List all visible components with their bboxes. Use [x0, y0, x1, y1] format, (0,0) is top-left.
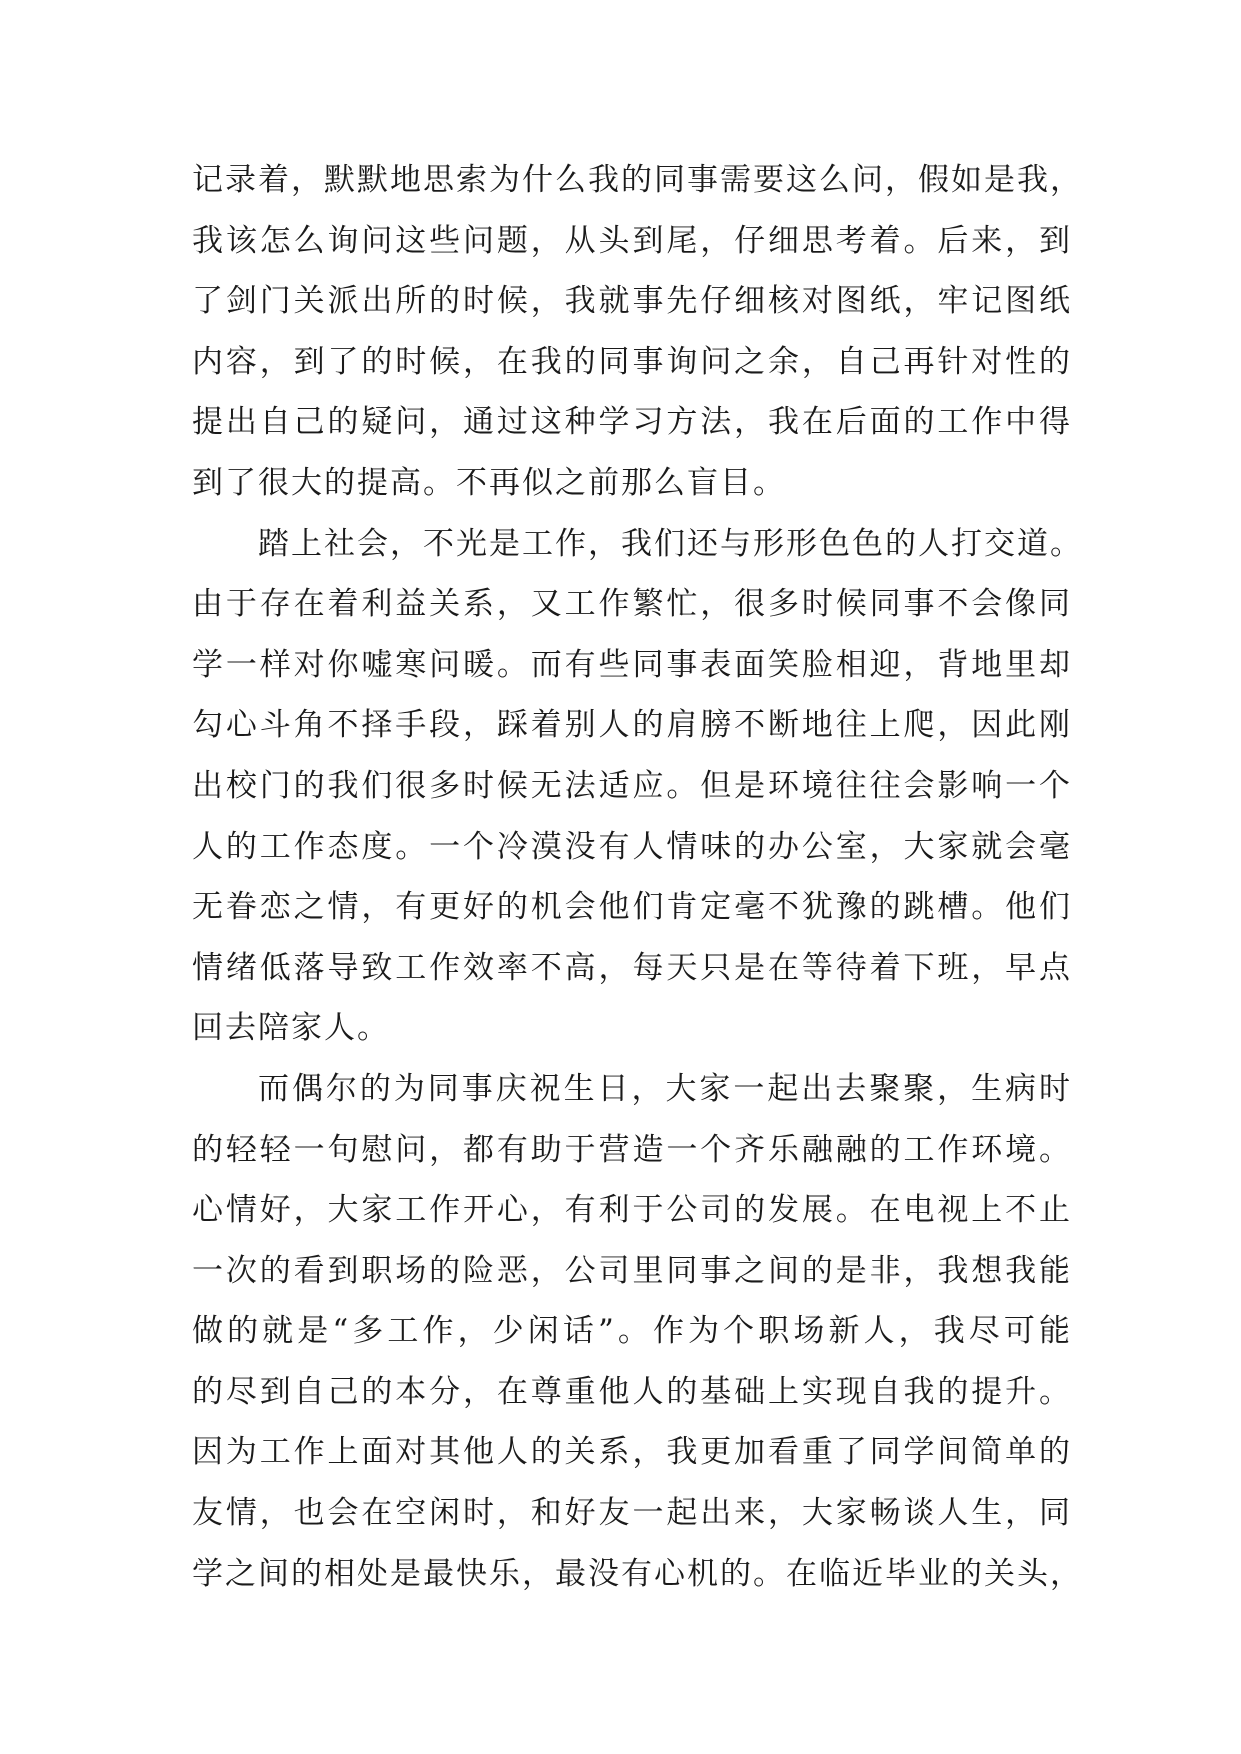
text-line: 做的就是“多工作，少闲话”。作为个职场新人，我尽可能 [192, 1313, 1072, 1350]
text-line: 到了很大的提高。不再似之前那么盲目。 [192, 464, 786, 501]
text-line: 提出自己的疑问，通过这种学习方法，我在后面的工作中得 [192, 404, 1072, 441]
text-line: 一次的看到职场的险恶，公司里同事之间的是非，我想我能 [192, 1252, 1072, 1289]
text-line: 友情，也会在空闲时，和好友一起出来，大家畅谈人生，同 [192, 1495, 1072, 1532]
text-line: 我该怎么询问这些问题，从头到尾，仔细思考着。后来，到 [192, 222, 1072, 259]
text-line: 人的工作态度。一个冷漠没有人情味的办公室，大家就会毫 [192, 828, 1072, 865]
text-line: 因为工作上面对其他人的关系，我更加看重了同学间简单的 [192, 1434, 1072, 1471]
text-line: 的尽到自己的本分，在尊重他人的基础上实现自我的提升。 [192, 1373, 1072, 1410]
text-line: 踏上社会，不光是工作，我们还与形形色色的人打交道。 [258, 525, 1083, 562]
text-line: 学之间的相处是最快乐，最没有心机的。在临近毕业的关头， [192, 1555, 1083, 1592]
text-line: 内容，到了的时候，在我的同事询问之余，自己再针对性的 [192, 343, 1072, 380]
paragraph [192, 1059, 1083, 1604]
text-line: 由于存在着利益关系，又工作繁忙，很多时候同事不会像同 [192, 586, 1072, 623]
text-line: 情绪低落导致工作效率不高，每天只是在等待着下班，早点 [192, 949, 1072, 986]
paragraph [192, 514, 1083, 1059]
text-line: 学一样对你嘘寒问暖。而有些同事表面笑脸相迎，背地里却 [192, 646, 1072, 683]
text-line: 心情好，大家工作开心，有利于公司的发展。在电视上不止 [192, 1192, 1072, 1229]
document-body [192, 150, 1083, 1604]
text-line: 的轻轻一句慰问，都有助于营造一个齐乐融融的工作环境。 [192, 1131, 1072, 1168]
text-line: 勾心斗角不择手段，踩着别人的肩膀不断地往上爬，因此刚 [192, 707, 1072, 744]
text-line: 而偶尔的为同事庆祝生日，大家一起出去聚聚，生病时 [258, 1070, 1072, 1107]
text-line: 回去陪家人。 [192, 1010, 390, 1047]
text-line: 无眷恋之情，有更好的机会他们肯定毫不犹豫的跳槽。他们 [192, 889, 1072, 926]
paragraph [192, 150, 1083, 514]
text-line: 记录着，默默地思索为什么我的同事需要这么问，假如是我， [192, 162, 1083, 198]
text-line: 出校门的我们很多时候无法适应。但是环境往往会影响一个 [192, 767, 1072, 804]
text-line: 了剑门关派出所的时候，我就事先仔细核对图纸，牢记图纸 [192, 283, 1072, 320]
